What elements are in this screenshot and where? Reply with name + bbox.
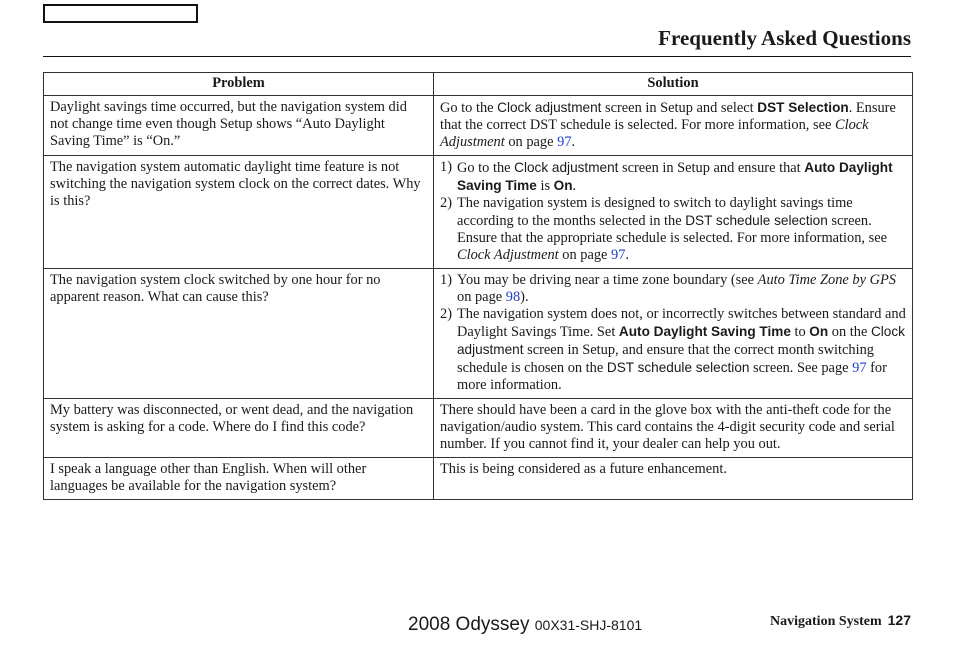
page-link[interactable]: 97 (557, 134, 572, 150)
solution-text: screen in Setup and ensure that (618, 160, 805, 176)
page-link[interactable]: 98 (505, 289, 521, 305)
table-row (44, 399, 913, 458)
ui-term-on: On (553, 178, 573, 193)
solution-text: screen in Setup and select (601, 100, 758, 116)
solution-cell (434, 96, 913, 156)
ui-term-dst-schedule-selection: DST schedule selection (685, 213, 828, 228)
ui-term-clock-adjustment: Clock adjustment (497, 100, 602, 115)
step-number: 2) (440, 195, 452, 211)
solution-text: . (625, 247, 630, 263)
header-tab-box (43, 4, 198, 23)
solution-text: screen. Ensure that the appropriate schedule is selected. For more information, see (457, 213, 887, 246)
solution-steps (440, 272, 906, 394)
section-name: Navigation System (770, 614, 882, 629)
ui-term-dst-selection: DST Selection (757, 100, 849, 115)
solution-cell: There should have been a card in the glove box with the anti-theft code for the navigation/audio system. This card contains the 4-digit security code and serial number. If you cannot find it, your dealer can help you out. (434, 399, 913, 458)
ui-term-clock-adjustment: Clock adjustment (514, 160, 619, 175)
solution-step (440, 272, 906, 306)
solution-text: on page (457, 289, 506, 305)
part-code: 00X31-SHJ-8101 (534, 617, 643, 633)
solution-text: The navigation system does not, or incorrectly switches between standard and Daylight Savings Time. Set (457, 306, 906, 340)
column-header-problem: Problem (44, 73, 434, 96)
solution-text: ). (520, 289, 529, 305)
solution-text: on page (558, 247, 612, 263)
column-header-solution: Solution (434, 73, 913, 96)
solution-step (440, 306, 906, 394)
reference-title: Clock Adjustment (440, 117, 869, 150)
solution-text: screen. See page (749, 360, 853, 376)
faq-table (43, 72, 913, 500)
solution-text: is (536, 178, 554, 194)
solution-text: to (790, 324, 810, 340)
step-number: 2) (440, 306, 452, 322)
table-row (44, 96, 913, 156)
solution-text: . Ensure that the correct DST schedule is selected. For more information, see (440, 100, 896, 133)
ui-term-clock-adjustment: Clock adjustment (457, 324, 905, 357)
solution-text: on the (828, 324, 871, 340)
model-name: 2008 Odyssey (408, 614, 530, 635)
ui-term-auto-dst: Auto Daylight Saving Time (618, 324, 791, 339)
solution-text: Go to the (440, 100, 498, 116)
problem-cell: The navigation system clock switched by one hour for no apparent reason. What can cause this? (44, 269, 434, 399)
problem-cell: I speak a language other than English. When will other languages be available for the navigation system? (44, 458, 434, 500)
table-row (44, 458, 913, 500)
reference-title: Auto Time Zone by GPS (757, 272, 896, 288)
table-row (44, 269, 913, 399)
title-divider (43, 56, 911, 57)
solution-text: . (572, 178, 577, 194)
solution-text: on page (504, 134, 558, 150)
step-number: 1) (440, 272, 452, 288)
ui-term-dst-schedule-selection: DST schedule selection (606, 360, 750, 375)
solution-text: You may be driving near a time zone boundary (see (457, 272, 758, 288)
page-title: Frequently Asked Questions (658, 26, 911, 50)
solution-text: The navigation system is designed to switch to daylight savings time according to the months selected in the (457, 195, 853, 229)
solution-steps (440, 159, 906, 264)
solution-cell: This is being considered as a future enhancement. (434, 458, 913, 500)
page-number: 127 (887, 612, 911, 628)
reference-title: Clock Adjustment (457, 247, 559, 263)
ui-term-auto-dst: Auto Daylight Saving Time (457, 160, 893, 193)
table-header-row (44, 73, 913, 96)
footer-section (770, 612, 911, 630)
problem-cell: My battery was disconnected, or went dead, and the navigation system is asking for a code. Where do I find this code? (44, 399, 434, 458)
solution-text: Go to the (457, 160, 515, 176)
table-row (44, 156, 913, 269)
solution-text: . (571, 134, 576, 150)
problem-cell: The navigation system automatic daylight time feature is not switching the navigation system clock on the correct dates. Why is this? (44, 156, 434, 269)
page-link[interactable]: 97 (611, 247, 626, 263)
ui-term-on: On (809, 324, 829, 339)
problem-cell: Daylight savings time occurred, but the navigation system did not change time even though Setup shows “Auto Daylight Saving Time” is “On.” (44, 96, 434, 156)
step-number: 1) (440, 159, 452, 175)
solution-cell (434, 269, 913, 399)
solution-step (440, 159, 906, 195)
footer-model (408, 614, 642, 636)
solution-step (440, 195, 906, 264)
solution-text: for more information. (457, 360, 887, 393)
solution-cell (434, 156, 913, 269)
page-link[interactable]: 97 (852, 360, 867, 376)
solution-text: screen in Setup, and ensure that the correct month switching schedule is chosen on the (457, 342, 874, 376)
